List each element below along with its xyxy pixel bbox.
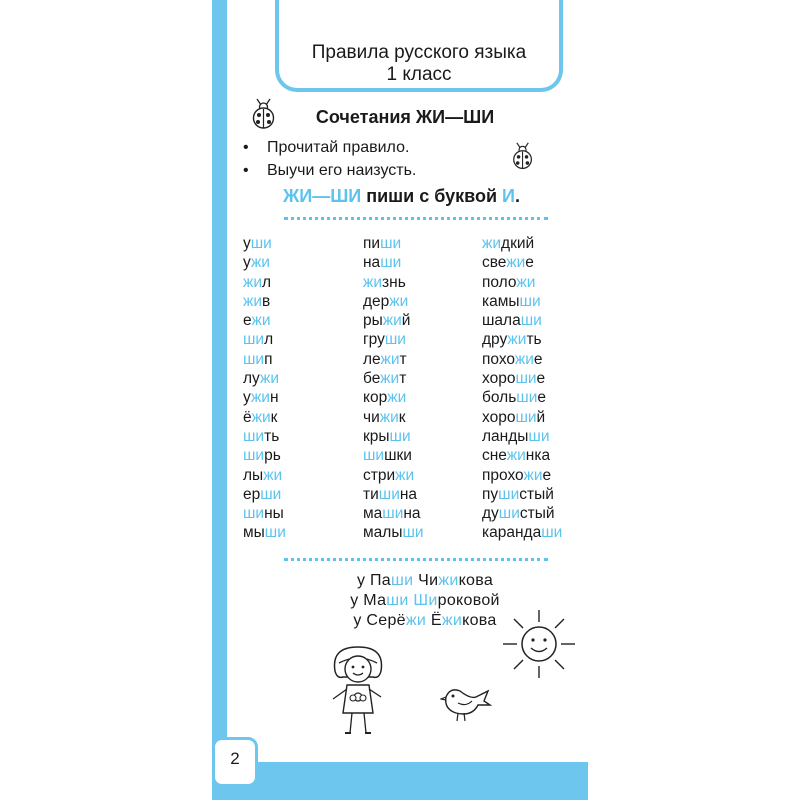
name-part: у Ма (350, 592, 387, 609)
word-highlight: ши (378, 485, 400, 503)
word-part: пу (482, 485, 499, 503)
word-highlight: жи (482, 235, 502, 252)
name-highlight: жи (405, 612, 427, 629)
word-highlight: жи (263, 466, 283, 484)
dotted-divider (284, 217, 548, 220)
word-item (363, 253, 424, 272)
word-part: стый (519, 505, 555, 523)
word-part: ть (264, 427, 280, 445)
word-part: у (243, 254, 251, 272)
word-item (482, 253, 562, 272)
word-item (482, 466, 562, 485)
word-part: бе (363, 370, 381, 388)
word-part: ти (363, 485, 379, 503)
word-item (482, 446, 562, 465)
word-highlight: жи (387, 389, 407, 407)
word-item (243, 446, 286, 465)
word-part: поло (482, 273, 517, 291)
word-part: л (262, 273, 272, 291)
word-highlight: ши (260, 485, 282, 503)
word-highlight: ши (516, 389, 538, 407)
section-title: Сочетания ЖИ—ШИ (315, 107, 495, 127)
word-item (243, 273, 286, 292)
name-highlight: ши (386, 592, 409, 609)
word-part: камы (482, 292, 520, 310)
word-item (363, 446, 424, 465)
word-part: е (243, 312, 252, 330)
word-highlight: жи (389, 292, 409, 310)
word-highlight: ши (519, 292, 541, 310)
word-part: боль (482, 389, 517, 407)
word-part: в (262, 292, 271, 310)
word-item (482, 292, 562, 311)
word-part: у (243, 389, 251, 407)
ladybug-icon (508, 141, 538, 171)
word-part: т (399, 350, 407, 368)
word-column-1 (243, 234, 286, 543)
word-highlight: ши (382, 505, 404, 523)
bird-illustration (440, 683, 492, 723)
name-highlight: ши (390, 572, 414, 589)
word-part: прохо (482, 466, 524, 484)
word-part: ё (243, 408, 252, 426)
word-highlight: жи (251, 312, 271, 330)
word-item (482, 369, 562, 388)
word-part: хоро (482, 370, 516, 388)
word-highlight: ши (264, 524, 286, 542)
word-item (243, 523, 286, 542)
word-highlight: ши (380, 235, 402, 252)
word-part: е (537, 389, 546, 407)
word-item (243, 427, 286, 446)
word-highlight: ши (243, 350, 265, 368)
word-highlight: ши (515, 408, 537, 426)
word-part: лы (243, 466, 264, 484)
name-part: Чи (413, 572, 439, 589)
word-part: похо (482, 350, 515, 368)
word-item (363, 523, 424, 542)
word-part: рь (264, 447, 281, 465)
word-highlight: ши (380, 254, 402, 272)
word-highlight: жи (363, 273, 383, 291)
name-part: роковой (437, 592, 500, 609)
name-part: кова (458, 572, 494, 589)
word-part: шала (482, 312, 521, 330)
word-part: е (533, 350, 543, 368)
instruction-item: • Прочитай правило. (243, 136, 416, 159)
word-item (482, 273, 562, 292)
word-item (363, 485, 424, 504)
word-highlight: ши (541, 524, 563, 542)
word-part: чи (363, 408, 380, 426)
page-number: 2 (212, 737, 258, 787)
header-title: Правила русского языка (311, 42, 527, 63)
word-item (482, 388, 562, 407)
rule-highlight: ЖИ—ШИ (283, 186, 362, 206)
word-highlight: жи (380, 350, 400, 368)
word-part: н (269, 389, 279, 407)
word-part: дру (482, 331, 508, 349)
ladybug-icon (247, 97, 281, 131)
word-item (363, 350, 424, 369)
word-item (363, 330, 424, 349)
word-item (243, 485, 286, 504)
word-item (363, 311, 424, 330)
word-highlight: жи (523, 466, 543, 484)
name-phrase (290, 571, 560, 591)
instructions-list (243, 136, 416, 182)
word-part: ер (243, 485, 261, 503)
word-part: ры (363, 312, 383, 330)
rule-text: пиши с буквой (361, 186, 503, 206)
word-item (482, 485, 562, 504)
word-highlight: ши (363, 447, 385, 465)
word-part: знь (382, 273, 406, 291)
name-part: у Па (356, 572, 391, 589)
name-highlight: жи (441, 612, 463, 629)
word-part: мы (243, 524, 265, 542)
word-highlight: жи (250, 389, 270, 407)
word-item (363, 504, 424, 523)
word-highlight: ши (384, 331, 406, 349)
word-part: гру (363, 331, 385, 349)
word-highlight: жи (395, 466, 415, 484)
word-part: све (482, 254, 507, 272)
word-part: нка (525, 447, 551, 465)
word-part: дкий (501, 235, 535, 252)
word-column-3 (482, 234, 562, 543)
word-highlight: жи (506, 254, 526, 272)
word-part: у (243, 235, 251, 252)
word-item (243, 234, 286, 253)
word-highlight: ши (243, 505, 265, 523)
word-part: сне (482, 447, 507, 465)
rule-statement (283, 186, 573, 207)
word-highlight: жи (243, 292, 263, 310)
word-highlight: ши (402, 524, 424, 542)
word-part: к (398, 408, 406, 426)
word-item (363, 292, 424, 311)
word-part: ны (264, 505, 284, 523)
word-item (243, 466, 286, 485)
word-part: стый (519, 485, 554, 503)
sun-icon (500, 608, 578, 680)
word-highlight: жи (516, 273, 536, 291)
word-item (243, 253, 286, 272)
word-highlight: ши (243, 331, 265, 349)
word-item (363, 234, 424, 253)
word-highlight: ши (498, 485, 520, 503)
girl-illustration (325, 643, 391, 739)
word-item (243, 504, 286, 523)
word-highlight: ши (389, 427, 411, 445)
word-part: на (403, 505, 421, 523)
word-item (482, 504, 562, 523)
word-highlight: жи (251, 408, 271, 426)
word-item (482, 408, 562, 427)
name-part: кова (462, 612, 497, 629)
word-highlight: ши (243, 427, 265, 445)
word-part: лу (243, 370, 260, 388)
word-part: пи (363, 235, 381, 252)
word-part: кор (363, 389, 388, 407)
word-item (243, 292, 286, 311)
name-highlight: Ши (413, 592, 438, 609)
word-highlight: жи (259, 370, 279, 388)
rule-letter: И (502, 186, 515, 206)
word-highlight: ши (520, 312, 542, 330)
word-item (243, 311, 286, 330)
word-column-2 (363, 234, 424, 543)
word-highlight: ши (250, 235, 272, 252)
word-part: е (542, 466, 552, 484)
word-item (482, 234, 562, 253)
page-header (275, 0, 563, 92)
word-part: л (264, 331, 274, 349)
name-highlight: жи (438, 572, 459, 589)
header-subtitle: 1 класс (386, 64, 452, 85)
word-highlight: жи (506, 447, 526, 465)
word-highlight: ши (498, 505, 520, 523)
word-item (482, 427, 562, 446)
name-part: Ё (426, 612, 442, 629)
word-highlight: жи (507, 331, 527, 349)
word-item (482, 311, 562, 330)
word-item (363, 466, 424, 485)
word-highlight: ши (243, 447, 265, 465)
word-part: к (270, 408, 278, 426)
word-part: ланды (482, 427, 529, 445)
word-part: малы (363, 524, 403, 542)
word-part: стри (363, 466, 396, 484)
instruction-item: • Выучи его наизусть. (243, 159, 416, 182)
word-part: ле (363, 350, 381, 368)
word-part: шки (384, 447, 412, 465)
word-item (363, 388, 424, 407)
word-part: хоро (482, 408, 516, 426)
word-part: п (264, 350, 273, 368)
word-highlight: ши (515, 370, 537, 388)
word-highlight: жи (380, 370, 400, 388)
name-part: у Серё (353, 612, 406, 629)
word-item (243, 350, 286, 369)
word-item (243, 369, 286, 388)
word-item (363, 369, 424, 388)
word-highlight: жи (243, 273, 263, 291)
word-highlight: ши (528, 427, 550, 445)
word-item (363, 408, 424, 427)
word-part: е (536, 370, 546, 388)
word-item (482, 523, 562, 542)
word-item (363, 273, 424, 292)
word-part: й (536, 408, 546, 426)
word-item (243, 408, 286, 427)
word-item (243, 330, 286, 349)
word-highlight: жи (250, 254, 270, 272)
word-part: т (399, 370, 407, 388)
word-highlight: жи (379, 408, 399, 426)
word-item (243, 388, 286, 407)
word-item (363, 427, 424, 446)
dotted-divider (284, 558, 548, 561)
word-part: дер (363, 292, 390, 310)
word-highlight: жи (382, 312, 402, 330)
rule-period: . (514, 186, 520, 206)
word-part: ма (363, 505, 383, 523)
word-item (482, 350, 562, 369)
word-part: е (525, 254, 534, 272)
word-part: на (399, 485, 418, 503)
word-part: ду (482, 505, 499, 523)
word-part: ть (526, 331, 542, 349)
word-part: кры (363, 427, 390, 445)
word-highlight: жи (514, 350, 534, 368)
word-part: каранда (482, 524, 542, 542)
word-part: на (363, 254, 381, 272)
word-item (482, 330, 562, 349)
word-part: й (401, 312, 411, 330)
